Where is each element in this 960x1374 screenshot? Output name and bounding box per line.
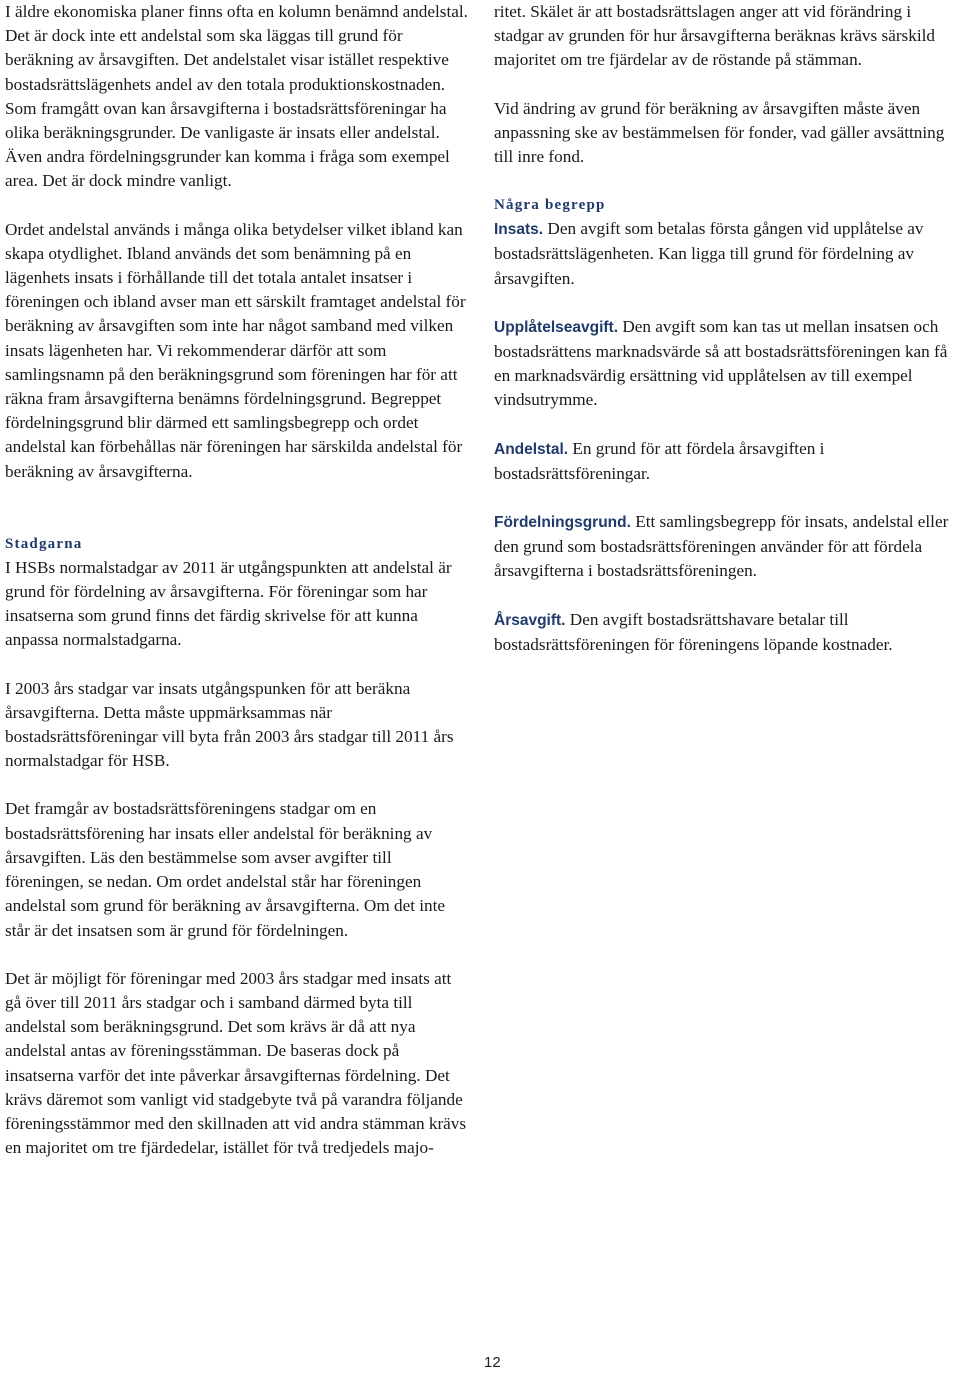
paragraph-byte-till-andelstal: Det är möjligt för föreningar med 2003 års stadgar med insats att gå över till 2011 års stadgar och i samband därmed byta till andelstal som beräkningsgrund. Det som krävs är då att nya andelstal antas av föreningsstämman. De baseras dock på insatserna varför det inte påverkar årsavgifternas fördelning. Det krävs däremot som vanligt vid stadgebyte två på varandra följande föreningsstämmor med den skillnaden att vid andra stämman krävs en majoritet om tre fjärdedelar, istället för två tredjedels majo- (5, 968, 467, 1158)
heading-nagra-begrepp: Några begrepp (494, 197, 606, 214)
right-column (494, 0, 956, 657)
term-fordelningsgrund: Fördelningsgrund. (494, 514, 631, 532)
page-number: 12 (484, 1354, 501, 1371)
paragraph-fonder: Vid ändring av grund för beräkning av årsavgiften måste även anpassning ske av bestämmelsen för fonder, vad gäller avsättning till inre fond. (494, 98, 945, 167)
term-andelstal: Andelstal. (494, 440, 569, 458)
definition-arsavgift (494, 608, 956, 657)
paragraph-andelstal-meaning: Ordet andelstal används i många olika betydelser vilket ibland kan skapa otydlighet. Ibland används det som benämning på en lägenhets insats i förhållande till det totala antalet insatser i föreningen och ibland avser man ett särskilt framtaget andelstal för beräkning av årsavgiften som inte har något samband med vilken insats lägenheten har. Vi rekommenderar därför att som samlingsnamn på den beräkningsgrund som föreningen har för att räkna fram årsavgifterna benämns fördelningsgrund. Begreppet fördelningsgrund blir därmed ett samlingsbegrepp och ordet andelstal kan förbehållas när föreningen har särskilda andelstal för beräkning av årsavgifterna. (5, 219, 466, 481)
paragraph-majoritet: ritet. Skälet är att bostadsrättslagen anger att vid förändring i stadgar av grunden för hur årsavgifterna beräknas krävs särskild majoritet om tre fjärdelar av de röstande på stämman. (494, 2, 935, 70)
definition-fordelningsgrund (494, 510, 956, 584)
paragraph-stadgar-2003: I 2003 års stadgar var insats utgångspunken för att beräkna årsavgifterna. Detta måste uppmärksammas när bostadsrättsföreningar vill byta från 2003 års stadgar till 2011 års normalstadgar för HSB. (5, 678, 454, 771)
definition-text: Den avgift bostadsrättshavare betalar till bostadsrättsföreningen för föreningens löpande kostnader. (494, 609, 893, 654)
definition-text: Den avgift som kan tas ut mellan insatsen och bostadsrättens marknadsvärde så att bostadsrättsföreningen kan få en marknadsvärdig ersättning vid upplåtelsen av till exempel vindsutrymme. (494, 316, 948, 410)
definition-text: Den avgift som betalas första gången vid upplåtelse av bostadsrättslägenheten. Kan ligga till grund för fördelning av årsavgiften. (494, 219, 924, 288)
term-arsavgift: Årsavgift. (494, 611, 566, 629)
paragraph-framgar-av-stadgar: Det framgår av bostadsrättsföreningens stadgar om en bostadsrättsförening har insats eller andelstal för beräkning av årsavgiften. Läs den bestämmelse som avser avgifter till föreningen, se nedan. Om ordet andelstal står har föreningen andelstal som grund för beräkning av årsavgifterna. Om det inte står är det insatsen som är grund för fördelningen. (5, 799, 446, 940)
definition-upplatelseavgift (494, 315, 956, 413)
definition-text: Ett samlingsbegrepp för insats, andelstal eller den grund som bostadsrättsföreningen använder för att fördela årsavgifterna i bostadsrättsföreningen. (494, 512, 949, 581)
paragraph-normalstadgar-2011: I HSBs normalstadgar av 2011 är utgångspunkten att andelstal är grund för fördelning av årsavgifterna. För föreningar som har insatserna som grund finns det färdig skrivelse för att kunna anpassa normalstadgarna. (5, 557, 452, 650)
heading-stadgarna: Stadgarna (5, 535, 83, 552)
definition-insats (494, 217, 956, 291)
left-column (5, 0, 471, 1160)
definition-andelstal (494, 437, 956, 486)
paragraph-andelstal-intro: I äldre ekonomiska planer finns ofta en kolumn benämnd andelstal. Det är dock inte ett andelstal som ska läggas till grund för beräkning av årsavgiften. Det andelstalet visar istället respektive bostadsrättslägenhets andel av den totala produktionskostnaden. Som framgått ovan kan årsavgifterna i bostadsrättsföreningar ha olika beräkningsgrunder. De vanligaste är insats eller andelstal. Även andra fördelningsgrunder kan komma i fråga som exempel area. Det är dock mindre vanligt. (5, 2, 468, 191)
definition-text: En grund för att fördela årsavgiften i bostadsrättsföreningar. (494, 438, 825, 483)
term-insats: Insats. (494, 221, 544, 239)
term-upplatelseavgift: Upplåtelseavgift. (494, 318, 619, 336)
